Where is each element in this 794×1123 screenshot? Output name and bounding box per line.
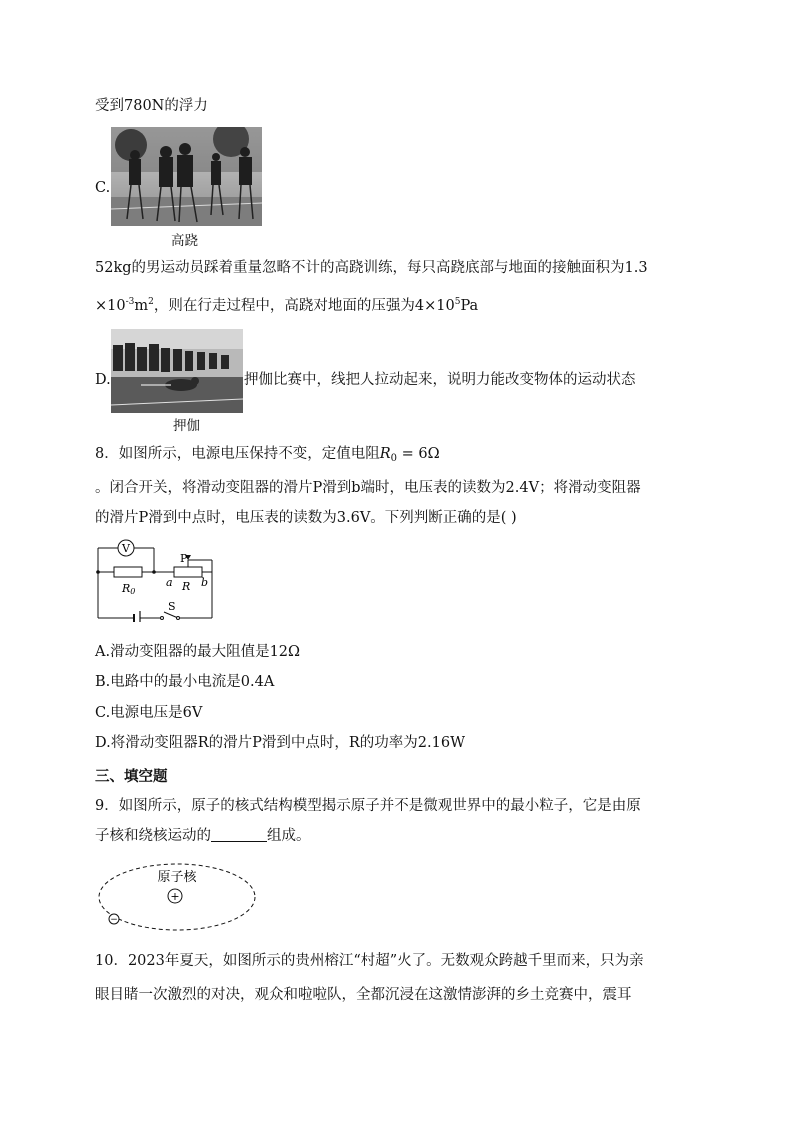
section-heading: 三、填空题 — [95, 769, 168, 785]
circuit-diagram — [92, 538, 222, 622]
q7-option-c-text-line1: 52kg的男运动员踩着重量忽略不计的高跷训练，每只高跷底部与地面的接触面积为1.3 — [95, 260, 648, 276]
q7-option-d-letter: D. — [95, 372, 111, 388]
nucleus-plus-sign: + — [170, 890, 180, 903]
stilts-photo — [111, 127, 262, 226]
q9-answer-blank[interactable] — [211, 827, 267, 842]
q7-option-d-text: 押伽比赛中，线把人拉动起来，说明力能改变物体的运动状态 — [244, 372, 636, 388]
q9-line2-post: 组成。 — [267, 828, 311, 844]
q7-c-exp3: 5 — [454, 297, 461, 307]
q8-option-a: A.滑动变阻器的最大阻值是12Ω — [95, 644, 301, 660]
electron-minus-sign: − — [110, 915, 118, 925]
q10-line2: 眼目睹一次激烈的对决，观众和啦啦队，全都沉浸在这激情澎湃的乡土竞赛中，震耳 — [95, 987, 632, 1003]
q8-stem-pre: 8．如图所示，电源电压保持不变，定值电阻 — [95, 446, 380, 462]
q9-line1: 9．如图所示，原子的核式结构模型揭示原子并不是微观世界中的最小粒子，它是由原 — [95, 798, 641, 814]
q8-stem-line3: 的滑片P滑到中点时，电压表的读数为3.6V。下列判断正确的是( ) — [95, 510, 517, 526]
q9-line2 — [95, 826, 311, 846]
q7-c-pre: ×10 — [95, 298, 126, 314]
tug-photo — [111, 329, 243, 413]
q7-c-exp: -3 — [125, 297, 135, 307]
terminal-b-label: b — [201, 576, 209, 589]
resistor-r — [174, 567, 202, 577]
q8-option-d: D.将滑动变阻器R的滑片P滑到中点时，R的功率为2.16W — [95, 735, 465, 751]
q8-r0-symbol: R — [379, 446, 391, 462]
q7-c-exp2: 2 — [148, 297, 154, 307]
q7-tail-text: 受到780N的浮力 — [95, 98, 208, 114]
q10-line1: 10．2023年夏天，如图所示的贵州榕江“村超”火了。无数观众跨越千里而来，只为亲 — [95, 953, 644, 969]
q9-line2-pre: 子核和绕核运动的 — [95, 828, 211, 844]
terminal-a-label: a — [166, 576, 173, 589]
q8-r0-sub: 0 — [390, 453, 398, 464]
nucleus-label: 原子核 — [157, 870, 197, 885]
stilts-photo-image — [111, 127, 262, 226]
tug-caption: 押伽 — [173, 418, 200, 434]
q7-option-c-letter: C. — [95, 180, 111, 196]
q7-c-unit: Pa — [460, 298, 479, 314]
q8-stem-line1 — [95, 444, 440, 469]
q8-option-c: C.电源电压是6V — [95, 705, 203, 721]
q8-stem-line2: 。闭合开关，将滑动变阻器的滑片P滑到b端时，电压表的读数为2.4V；将滑动变阻器 — [95, 480, 641, 496]
rheostat-label: R — [182, 580, 191, 593]
q8-option-b: B.电路中的最小电流是0.4A — [95, 674, 275, 690]
q7-c-mid: m — [134, 298, 149, 314]
tug-photo-image — [111, 329, 243, 413]
resistor-r0 — [114, 567, 142, 577]
switch-label: S — [168, 600, 176, 613]
voltmeter-label: V — [122, 542, 130, 555]
atom-diagram — [96, 860, 258, 934]
r0-label: R0 — [122, 582, 136, 596]
stilts-caption: 高跷 — [171, 233, 198, 249]
q7-option-c-text-line2 — [95, 292, 478, 316]
slider-label: P — [180, 552, 188, 565]
q8-r0-value: = 6Ω — [397, 446, 440, 462]
q7-c-post: ，则在行走过程中，高跷对地面的压强为4×10 — [153, 298, 455, 314]
